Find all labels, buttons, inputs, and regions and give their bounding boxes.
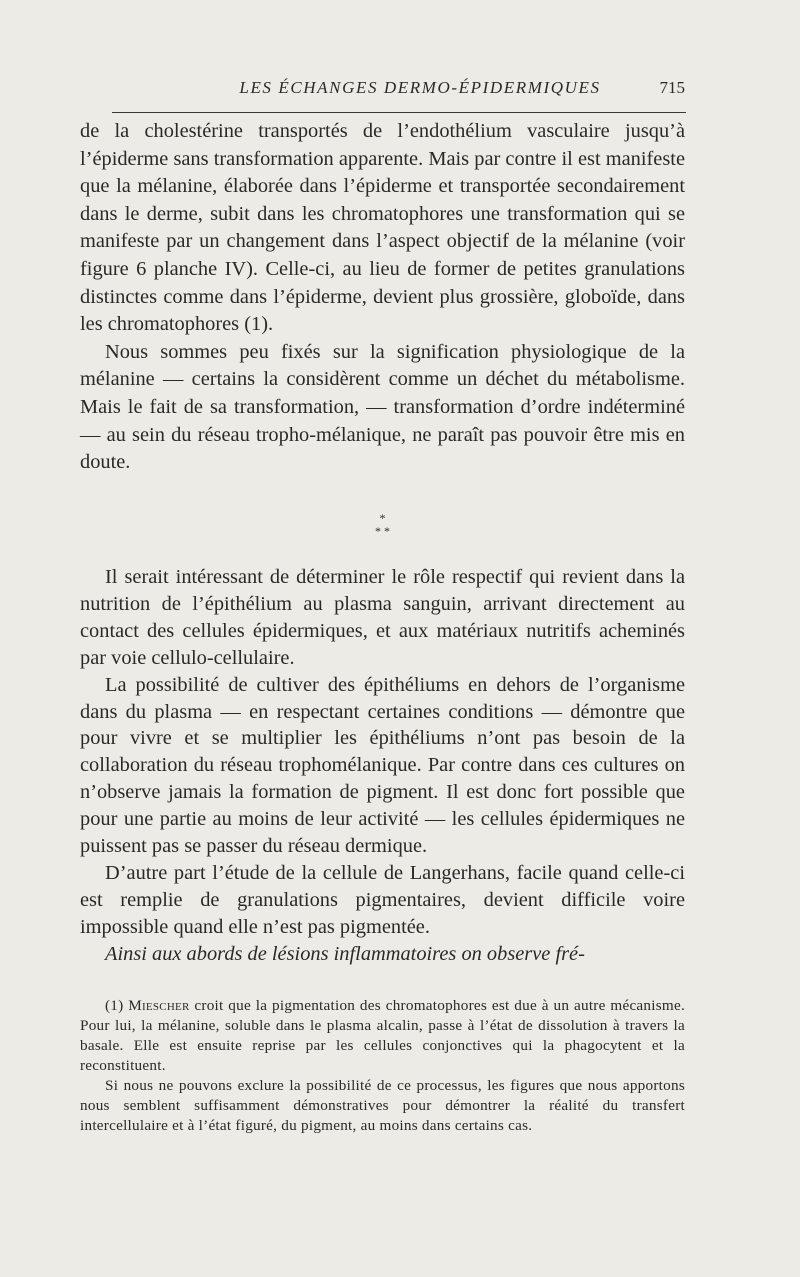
paragraph-nutrition: Il serait intéressant de déterminer le rôle respectif qui revient dans la nutrition de l’épithélium au plasma sanguin, arrivant directement au contact des cellules épidermiques, et aux matériaux nutritifs acheminés par voie cellulo-cellulaire. — [80, 566, 685, 669]
footnote-author: Miescher — [128, 997, 190, 1014]
paragraph-melanine-signification: Nous sommes peu fixés sur la signification physiologique de la mélanine — certains la considèrent comme un déchet du métabolisme. Mais le fait de sa transformation, — transformation d’ordre indéterminé — au sein du réseau tropho-mélanique, ne paraît pas pouvoir être mis en doute. — [80, 340, 685, 474]
footnote-2: Si nous ne pouvons exclure la possibilité de ce processus, les figures que nous apportons nous semblent suffisamment démonstratives pour démontrer la réalité du transfert intercellulaire et à l’état figuré, du pigment, au moins dans certains cas. — [80, 1077, 685, 1134]
footnote-1 — [80, 996, 685, 1076]
second-section — [80, 564, 685, 968]
section-separator-asterism — [80, 512, 685, 538]
page-header — [80, 74, 685, 104]
footnote-marker: (1) — [105, 997, 124, 1014]
first-section — [80, 118, 685, 477]
paragraph-lesions-start: Ainsi aux abords de lésions inflammatoires on observe fré- — [105, 942, 585, 965]
asterism-top: * — [379, 511, 386, 525]
footnotes — [80, 996, 685, 1136]
footnote-1-text: croit que la pigmentation des chromatophores est due à un autre mécanisme. Pour lui, la mélanine, soluble dans le plasma alcalin, passe à l’état de dissolution à travers la basale. Elle est ensuite reprise par les cellules conjonctives qui la phagocytent et la reconstituent. — [80, 997, 685, 1074]
paragraph-melanine-transformation: de la cholestérine transportés de l’endothélium vasculaire jusqu’à l’épiderme sans transformation apparente. Mais par contre il est manifeste que la mélanine, élaborée dans l’épiderme et transportée secondairement dans le derme, subit dans les chromatophores une transformation qui se manifeste par un changement dans l’aspect objectif de la mélanine (voir figure 6 planche IV). Celle-ci, au lieu de former de petites granulations distinctes comme dans l’épiderme, devient plus grossière, globoïde, dans les chromatophores (1). — [80, 120, 685, 336]
running-title: LES ÉCHANGES DERMO-ÉPIDERMIQUES — [239, 78, 601, 97]
paragraph-cultures: La possibilité de cultiver des épithéliums en dehors de l’organisme dans du plasma — en respectant certaines conditions — démontre que pour vivre et se multiplier les épithéliums n’ont pas besoin de la collaboration du réseau trophomélanique. Par contre dans ces cultures on n’observe jamais la formation de pigment. Il est donc fort possible que pour une partie au moins de leur activité — les cellules épidermiques ne puissent pas se passer du réseau dermique. — [80, 673, 685, 858]
page-number: 715 — [659, 78, 685, 97]
paragraph-langerhans: D’autre part l’étude de la cellule de Langerhans, facile quand celle-ci est remplie de granulations pigmentaires, devient difficile voire impossible quand elle n’est pas pigmentée. — [80, 861, 685, 938]
header-rule — [112, 112, 686, 113]
asterism-bottom: * * — [375, 524, 390, 538]
